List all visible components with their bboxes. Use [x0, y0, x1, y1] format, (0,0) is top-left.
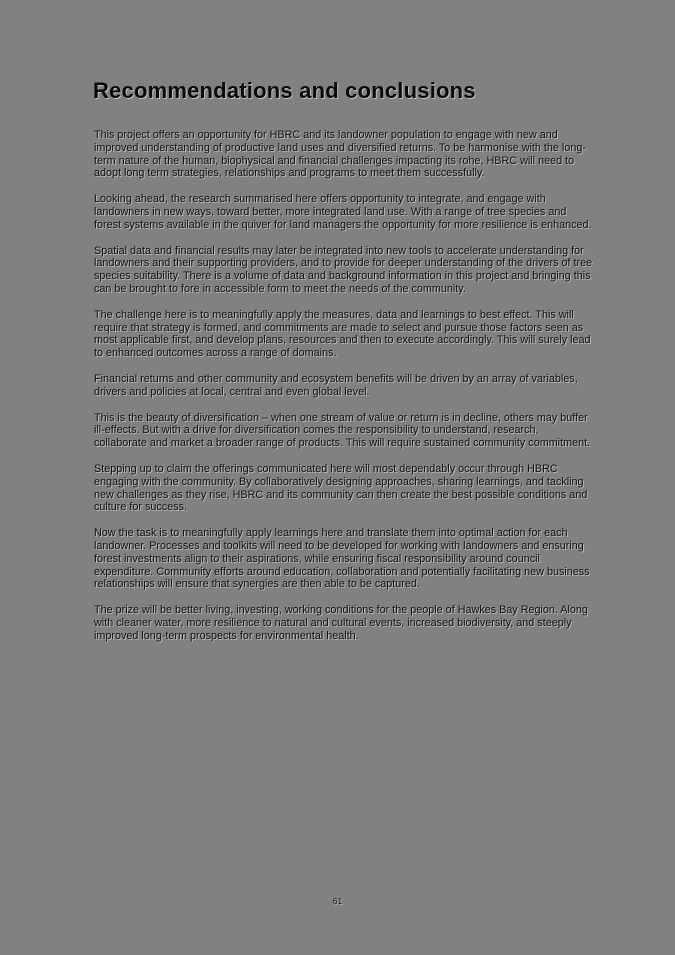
paragraph: Now the task is to meaningfully apply learnings here and translate them into optimal action for each landowner. Processes and toolkits will need to be developed for working with landowners and ensuring forest investments align to their aspirations, while ensuring fiscal responsibility around council expenditure. Community efforts around education, collaboration and potentially facilitating new business relationships will ensure that synergies are then able to be captured.	[94, 527, 590, 591]
page-title: Recommendations and conclusions	[93, 78, 476, 103]
paragraph: The prize will be better living, investing, working conditions for the people of Hawkes Bay Region. Along with cleaner water, more resilience to natural and cultural events, increased biodiversity, and steeply improved long-term prospects for environmental health.	[94, 604, 588, 642]
paragraph: Stepping up to claim the offerings communicated here will most dependably occur through HBRC engaging with the community. By collaboratively designing approaches, sharing learnings, and tackling new challenges as they rise, HBRC and its community can then create the best possible conditions and culture for success.	[94, 462, 588, 514]
paragraph: Financial returns and other community and ecosystem benefits will be driven by an array of variables, drivers and policies at local, central and even global level.	[94, 372, 578, 398]
paragraph: Looking ahead, the research summarised here offers opportunity to integrate, and engage with landowners in new ways, toward better, more integrated land use. With a range of tree species and forest systems available in the quiver for land managers the opportunity for more resilience is enhanced.	[94, 193, 592, 231]
paragraph: Spatial data and financial results may later be integrated into new tools to accelerate understanding for landowners and their supporting providers, and to provide for deeper understanding of the drivers of tree species suitability. There is a volume of data and background information in this project and bringing this can be brought to fore in accessible form to meet the needs of the community.	[94, 244, 593, 295]
paragraph: This is the beauty of diversification – when one stream of value or return is in decline, others may buffer ill-effects. But with a drive for diversification comes the responsibility to understand, research, collaborate and market a broader range of products. This will require sustained community commitment.	[94, 411, 591, 450]
paragraph: This project offers an opportunity for HBRC and its landowner population to engage with new and improved understanding of productive land uses and diversified returns. To be harmonise with the long-term nature of the human, biophysical and financial challenges impacting its rohe, HBRC will need to adopt long term strategies, relationships and programs to meet them successfully.	[94, 129, 586, 180]
paragraph: The challenge here is to meaningfully apply the measures, data and learnings to best effect. This will require that strategy is formed, and commitments are made to select and pursue those factors seen as most applicable first, and develop plans, resources and then to execute accordingly. This will surely lead to enhanced outcomes across a range of domains.	[94, 308, 591, 360]
body-text	[94, 129, 593, 656]
page-number: 61	[332, 896, 343, 906]
